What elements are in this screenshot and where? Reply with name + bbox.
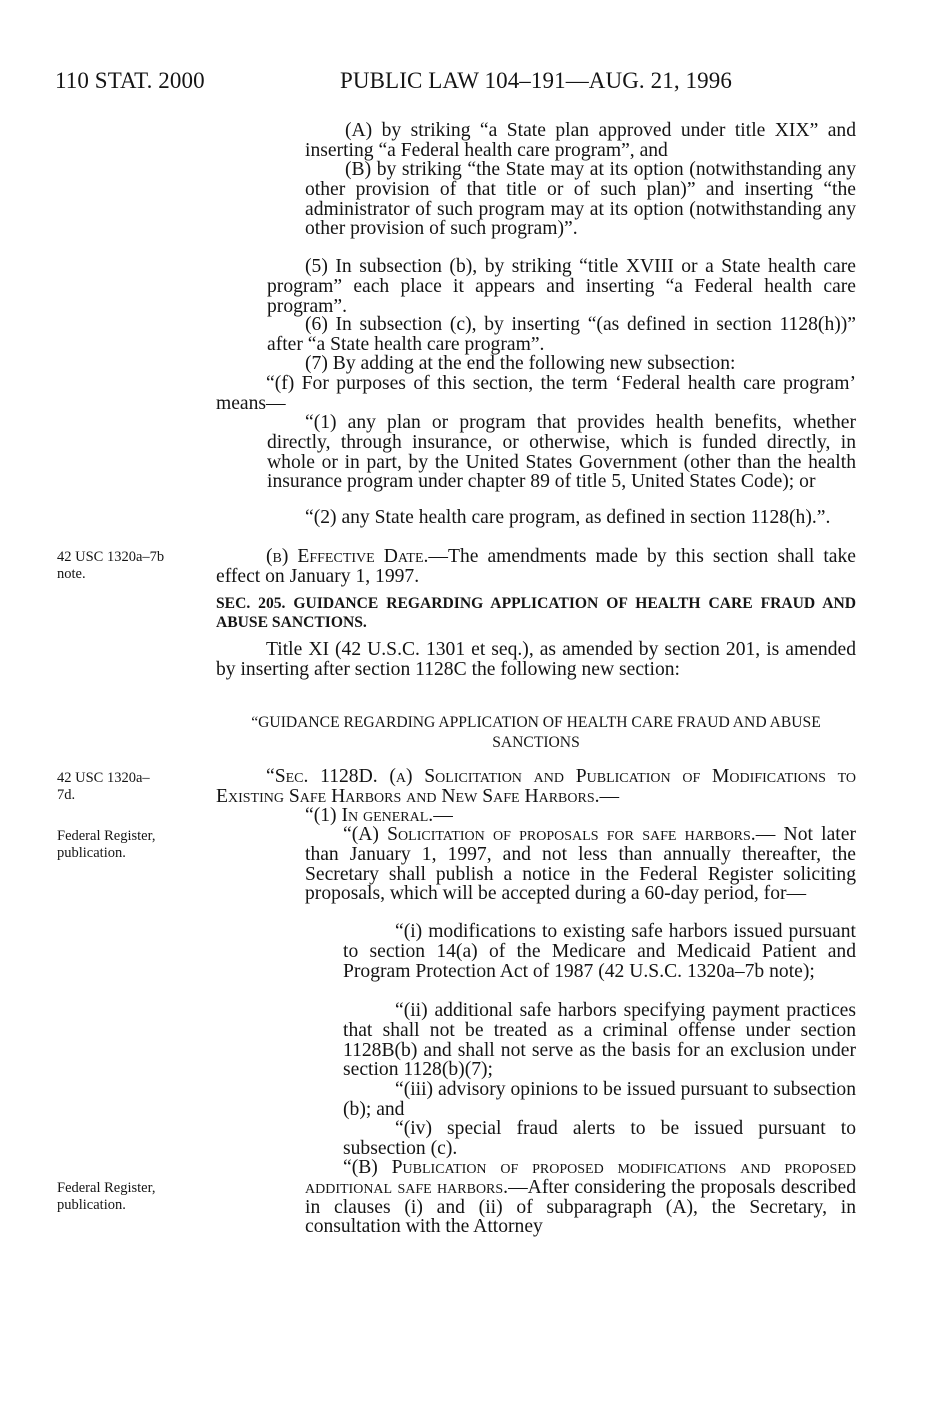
margin-note-usc-1320a-7d: 42 USC 1320a–7d. [57,770,150,803]
effective-date-text: —The amendments made by this section shall take effect on January 1, 1997. [216,546,857,587]
para-1a [305,825,856,904]
clause-iii: “(iii) advisory opinions to be issued pursuant to subsection (b); and [343,1079,856,1120]
para-5: (5) In subsection (b), by striking “title XVIII or a State health care program” each place it appears and inserting “a Federal health care program”. [267,256,856,317]
para-f2: “(2) any State health care program, as defined in section 1128(h).”. [305,507,831,528]
para-1b-heading: “(B) Publication of proposed modifications and proposed additional safe harbors. [305,1157,856,1198]
sec-1128d-a: “Sec. 1128D. (a) Solicitation and Publication of Modifications to Existing Safe Harbors and New Safe Harbors.— [216,766,856,807]
para-7: (7) By adding at the end the following new subsection: [305,353,736,374]
public-law-header: PUBLIC LAW 104–191—AUG. 21, 1996 [340,68,732,93]
margin-note-federal-register-2: Federal Register, publication. [57,1180,156,1213]
para-6: (6) In subsection (c), by inserting “(as defined in section 1128(h))” after “a State health care program”. [267,314,856,355]
para-1b-text: —After considering the proposals described in clauses (i) and (ii) of subparagraph (A), the Secretary, in consultation with the Attorney [305,1176,856,1238]
guidance-heading: “GUIDANCE REGARDING APPLICATION OF HEALTH CARE FRAUD AND ABUSE SANCTIONS [251,714,821,751]
para-1a-heading: “(A) Solicitation of proposals for safe harbors.— [343,824,776,845]
effective-date-label: (b) Effective Date. [266,546,429,567]
para-1b [305,1158,856,1237]
clause-i: “(i) modifications to existing safe harbors issued pursuant to section 14(a) of the Medicare and Medicaid Patient and Program Protection Act of 1987 (42 U.S.C. 1320a–7b note); [343,921,856,982]
para-b: (B) by striking “the State may at its option (notwithstanding any other provision of that title or of such plan)” and inserting “the administrator of such program may at its option (notwithstanding any other provision of such program)”. [305,159,856,240]
effective-date-para [216,547,856,587]
para-a: (A) by striking “a State plan approved under title XIX” and inserting “a Federal health care program”, and [305,120,856,161]
clause-iv: “(iv) special fraud alerts to be issued pursuant to subsection (c). [343,1118,856,1159]
in-general-heading: “(1) In general.— [305,805,453,826]
margin-note-usc-1320a-7b: 42 USC 1320a–7b note. [57,549,165,582]
para-f: “(f) For purposes of this section, the term ‘Federal health care program’ means— [216,373,856,414]
margin-note-federal-register-1: Federal Register, publication. [57,828,156,861]
title-xi-para: Title XI (42 U.S.C. 1301 et seq.), as amended by section 201, is amended by inserting after section 1128C the following new section: [216,639,856,680]
para-f1: “(1) any plan or program that provides health benefits, whether directly, through insurance, or otherwise, which is funded directly, in whole or in part, by the United States Government (other than the health insurance program under chapter 89 of title 5, United States Code); or [267,412,856,493]
section-205-heading: SEC. 205. GUIDANCE REGARDING APPLICATION OF HEALTH CARE FRAUD AND ABUSE SANCTIONS. [216,595,856,631]
para-1a-text: Not later than January 1, 1997, and not less than annually thereafter, the Secretary shall publish a notice in the Federal Register soliciting proposals, which will be accepted during a 60-day period, for— [305,824,856,905]
page-ref-header: 110 STAT. 2000 [55,68,205,93]
clause-ii: “(ii) additional safe harbors specifying payment practices that shall not be treated as a criminal offense under section 1128B(b) and shall not serve as the basis for an exclusion under section 1128(b)(7); [343,1000,856,1081]
